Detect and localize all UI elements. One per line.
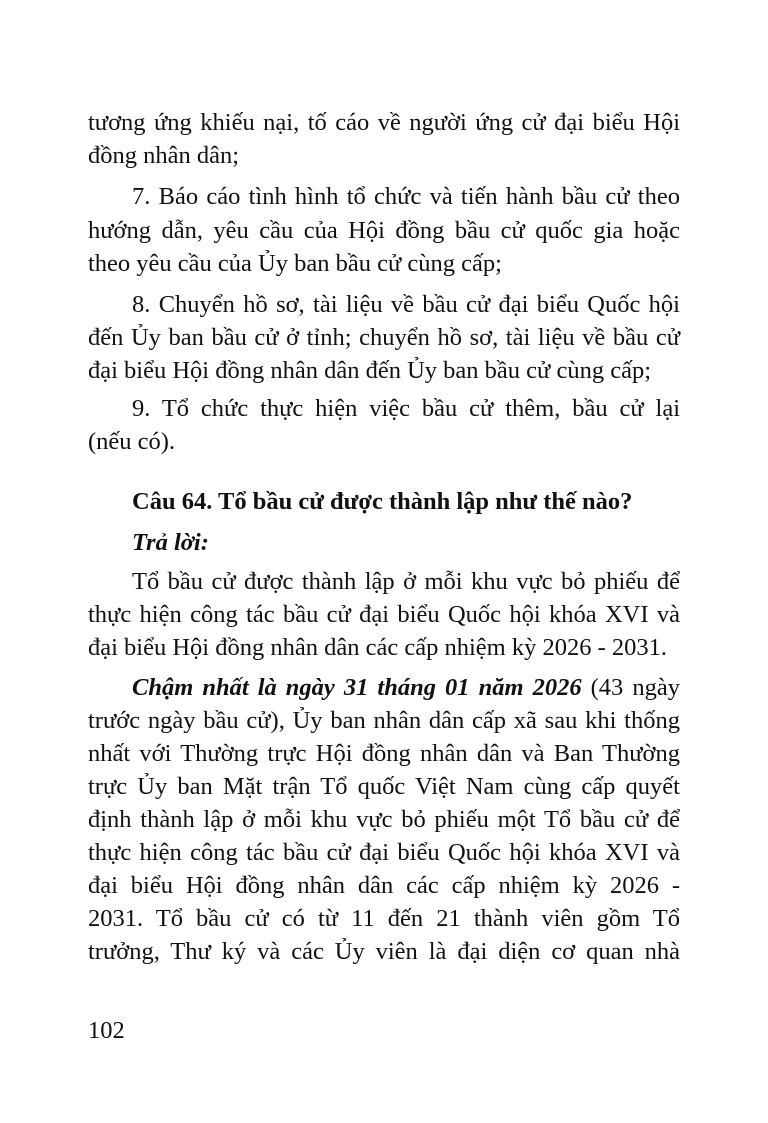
question-heading: Câu 64. Tổ bầu cử được thành lập như thế nào? [132, 488, 633, 515]
text-line: đến Ủy ban bầu cử ở tỉnh; chuyển hồ sơ, tài liệu về bầu cử [88, 324, 680, 351]
page-number: 102 [88, 1017, 125, 1044]
text-line: 9. Tổ chức thực hiện việc bầu cử thêm, bầu cử lại [132, 395, 680, 422]
text-line: trực Ủy ban Mặt trận Tổ quốc Việt Nam cùng cấp quyết [88, 773, 680, 800]
text-line: trưởng, Thư ký và các Ủy viên là đại diện cơ quan nhà [88, 938, 680, 965]
text-line [132, 672, 680, 704]
text-line: đại biểu Hội đồng nhân dân các cấp nhiệm kỳ 2026 - 2031. [88, 634, 668, 661]
text-line: 8. Chuyển hồ sơ, tài liệu về bầu cử đại biểu Quốc hội [132, 291, 680, 318]
text-line: hướng dẫn, yêu cầu của Hội đồng bầu cử quốc gia hoặc [88, 217, 680, 244]
text-line: Tổ bầu cử được thành lập ở mỗi khu vực bỏ phiếu để [132, 568, 680, 595]
deadline-emphasis: Chậm nhất là ngày 31 tháng 01 năm 2026 [132, 674, 582, 701]
text-line: 7. Báo cáo tình hình tổ chức và tiến hành bầu cử theo [132, 183, 680, 210]
text-line: thực hiện công tác bầu cử đại biểu Quốc hội khóa XVI và [88, 839, 680, 866]
text-line: nhất với Thường trực Hội đồng nhân dân và Ban Thường [88, 740, 680, 767]
text-line: tương ứng khiếu nại, tố cáo về người ứng cử đại biểu Hội [88, 109, 680, 136]
text-line: đồng nhân dân; [88, 142, 240, 169]
text-line: trước ngày bầu cử), Ủy ban nhân dân cấp xã sau khi thống [88, 707, 680, 734]
text-line: theo yêu cầu của Ủy ban bầu cử cùng cấp; [88, 250, 502, 277]
text-line: đại biểu Hội đồng nhân dân đến Ủy ban bầu cử cùng cấp; [88, 357, 652, 384]
text-line: 2031. Tổ bầu cử có từ 11 đến 21 thành viên gồm Tổ [88, 905, 680, 932]
text-line: (nếu có). [88, 428, 176, 455]
text-line: đại biểu Hội đồng nhân dân các cấp nhiệm kỳ 2026 - [88, 872, 680, 899]
text-line: thực hiện công tác bầu cử đại biểu Quốc hội khóa XVI và [88, 601, 680, 628]
text-line: định thành lập ở mỗi khu vực bỏ phiếu một Tổ bầu cử để [88, 806, 680, 833]
answer-label: Trả lời: [132, 529, 209, 556]
text-fragment: (43 ngày [581, 674, 680, 701]
